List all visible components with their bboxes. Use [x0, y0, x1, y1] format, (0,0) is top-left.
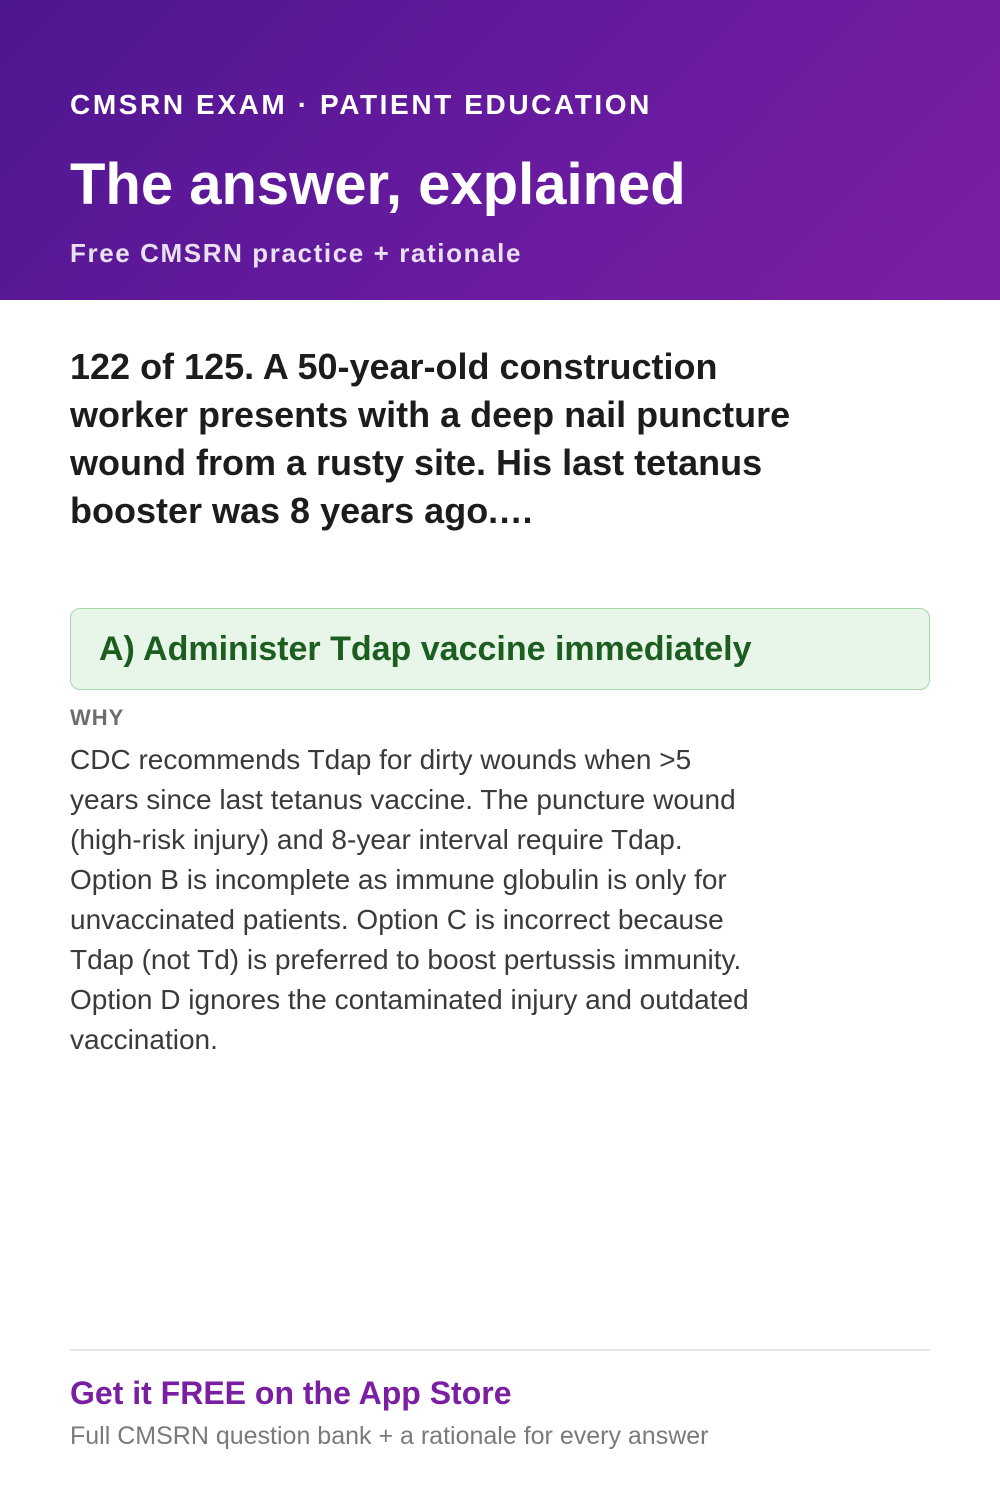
app-store-subtext: Full CMSRN question bank + a rationale for every answer [70, 1422, 709, 1450]
footer-divider [70, 1349, 930, 1351]
header-subtitle: Free CMSRN practice + rationale [70, 238, 523, 268]
header-eyebrow: CMSRN EXAM · PATIENT EDUCATION [70, 89, 652, 120]
question-text: 122 of 125. A 50-year-old construction worker presents with a deep nail puncture wound from a rusty site. His last tetanus booster was 8 years ago.… [70, 346, 791, 531]
correct-answer-text: A) Administer Tdap vaccine immediately [99, 629, 752, 668]
rationale-text: CDC recommends Tdap for dirty wounds when >5 years since last tetanus vaccine. The puncture wound (high-risk injury) and 8-year interval require Tdap. Option B is incomplete as immune globulin is only for unvaccinated patients. Option C is incorrect because Tdap (not Td) is preferred to boost pertussis immunity. Option D ignores the contaminated injury and outdated vaccination. [70, 744, 749, 1055]
header-banner [0, 0, 1000, 300]
page-title: The answer, explained [70, 152, 686, 217]
rationale-label: WHY [70, 705, 125, 730]
app-store-link[interactable]: Get it FREE on the App Store [70, 1375, 512, 1411]
correct-answer-box [70, 608, 930, 690]
